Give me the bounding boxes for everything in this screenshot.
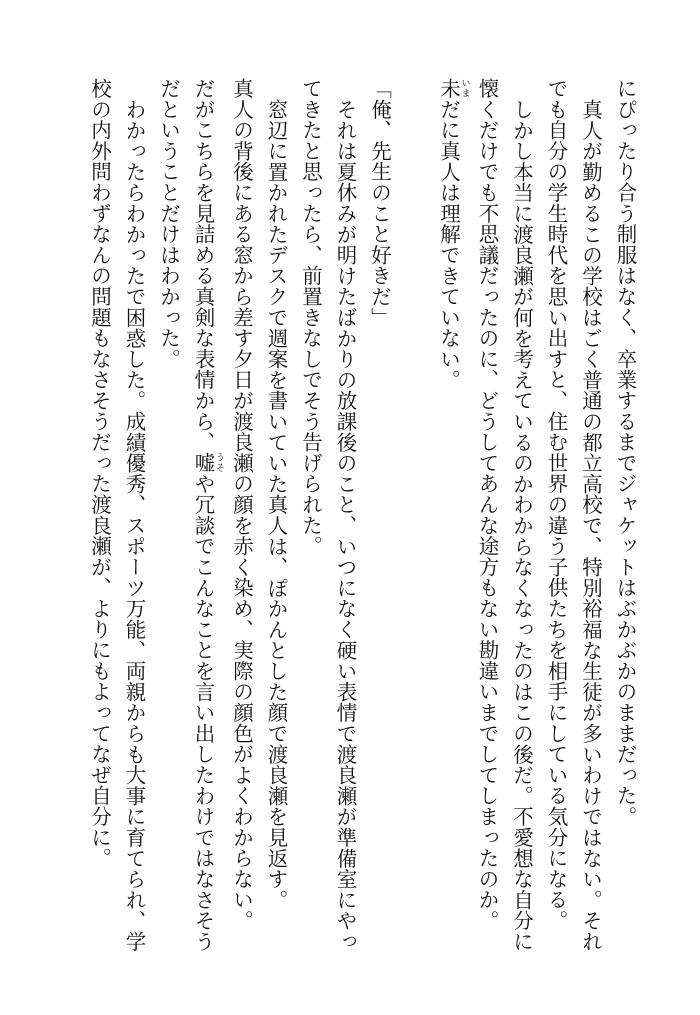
vertical-text-body	[82, 78, 642, 958]
blank-line	[397, 78, 432, 958]
text-line-15: 校の内外問わずなんの問題もなさそうだった渡良瀬が、よりにもよってなぜ自分に。	[87, 78, 112, 869]
text-line-4: しかし本当に渡良瀬が何を考えているのかわからなくなったのはこの後だ。不愛想な自分に	[509, 98, 534, 952]
ruby-uso: 嘘 うそ	[191, 452, 224, 474]
text-line-13: だということだけはわかった。	[156, 78, 181, 370]
text-line-dialogue: 「俺、先生のこと好きだ」	[367, 78, 392, 328]
text-line-12: だがこちらを見詰める真剣な表情から、嘘 うそや冗談でこんなことを言い出したわけではなさそう	[191, 78, 224, 952]
text-line-11: 真人の背後にある窓から差す夕日が渡良瀬の顔を赤く染め、実際の顔色がよくわからない。	[229, 78, 254, 931]
text-line-9: てきたと思ったら、前置きなしでそう告げられた。	[298, 78, 323, 557]
text-line-10: 窓辺に置かれたデスクで週案を書いていた真人は、ぽかんとした顔で渡良瀬を見返す。	[264, 98, 288, 910]
text-line-6: 未 いまだに真人は理解できていない。	[436, 78, 470, 391]
text-line-8: それは夏休みが明けたばかりの放課後のこと、いつになく硬い表情で渡良瀬が準備室にやっ	[333, 98, 357, 952]
text-line-2: 真人が勤めるこの学校はごく普通の都立高校で、特別裕福な生徒が多いわけではない。それ	[578, 98, 603, 952]
text-line-1: にぴったり合う制服はなく、卒業するまでジャケットはぶかぶかのままだった。	[613, 78, 637, 827]
text-line-14: わかったらわかったで困惑した。成績優秀、スポーツ万能、両親からも大事に育てられ、学	[122, 98, 146, 952]
text-line-5: 懐くだけでも不思議だったのに、どうしてあんな途方もない勘違いまでしてしまったのか。	[475, 78, 499, 931]
ruby-ima: 未 いま	[436, 78, 470, 99]
text-line-3: でも自分の学生時代を思い出すと、住む世界の違う子供たちを相手にしている気分になる。	[544, 78, 568, 931]
